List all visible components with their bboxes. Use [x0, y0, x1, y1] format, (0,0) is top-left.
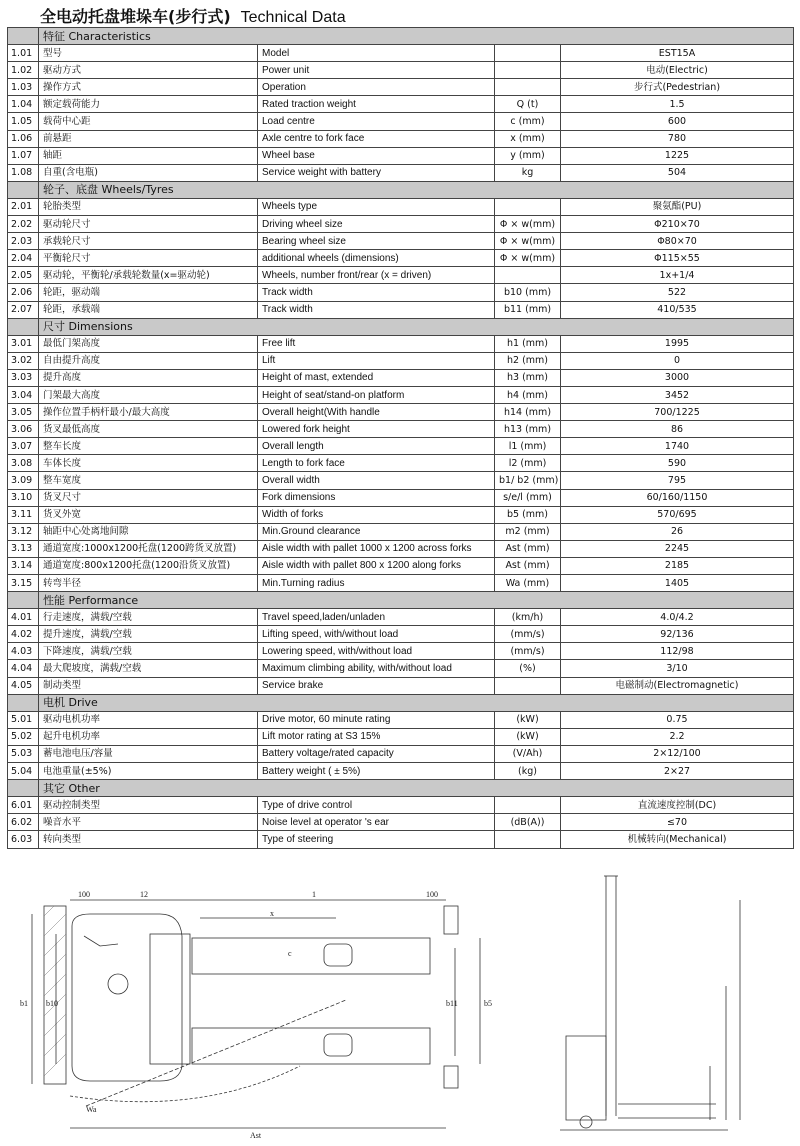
- spec-row: [8, 489, 794, 506]
- row-value: 92/136: [561, 626, 794, 643]
- row-label-cn: 驱动轮尺寸: [39, 216, 258, 233]
- dim-x: x: [270, 909, 274, 918]
- spec-row: [8, 164, 794, 181]
- row-unit: [495, 79, 561, 96]
- row-unit: l1 (mm): [495, 438, 561, 455]
- row-number: 2.04: [8, 250, 39, 267]
- row-unit: h4 (mm): [495, 386, 561, 403]
- row-number: 2.02: [8, 216, 39, 233]
- row-label-cn: 通道宽度:800x1200托盘(1200沿货叉放置): [39, 557, 258, 574]
- spec-row: [8, 711, 794, 728]
- row-label-en: additional wheels (dimensions): [258, 250, 495, 267]
- row-number: 2.03: [8, 233, 39, 250]
- row-unit: Φ × w(mm): [495, 250, 561, 267]
- row-label-en: Fork dimensions: [258, 489, 495, 506]
- spec-row: [8, 216, 794, 233]
- drive-wheel: [108, 974, 128, 994]
- row-label-en: Lifting speed, with/without load: [258, 626, 495, 643]
- row-label-cn: 轴距: [39, 147, 258, 164]
- row-unit: Φ × w(mm): [495, 216, 561, 233]
- row-unit: (km/h): [495, 609, 561, 626]
- dim-b11: b11: [446, 999, 458, 1008]
- dim-b5: b5: [484, 999, 492, 1008]
- row-label-cn: 噪音水平: [39, 814, 258, 831]
- dim-wa: Wa: [86, 1105, 97, 1114]
- row-unit: x (mm): [495, 130, 561, 147]
- row-value: 504: [561, 164, 794, 181]
- spec-row: [8, 455, 794, 472]
- row-value: 112/98: [561, 643, 794, 660]
- fork-top: [192, 938, 430, 974]
- row-number: 3.14: [8, 557, 39, 574]
- row-value: 570/695: [561, 506, 794, 523]
- row-label-cn: 承载轮尺寸: [39, 233, 258, 250]
- row-unit: Q (t): [495, 96, 561, 113]
- row-value: 410/535: [561, 301, 794, 318]
- row-label-cn: 整车宽度: [39, 472, 258, 489]
- row-number: 4.04: [8, 660, 39, 677]
- row-number: 5.01: [8, 711, 39, 728]
- row-label-en: Lift motor rating at S3 15%: [258, 728, 495, 745]
- row-value: 590: [561, 455, 794, 472]
- row-value: 0.75: [561, 711, 794, 728]
- title-en: Technical Data: [240, 9, 346, 26]
- row-unit: [495, 831, 561, 848]
- row-unit: l2 (mm): [495, 455, 561, 472]
- row-label-en: Axle centre to fork face: [258, 130, 495, 147]
- spec-row: [8, 540, 794, 557]
- spec-row: [8, 831, 794, 848]
- row-number: 4.02: [8, 626, 39, 643]
- row-label-cn: 货叉尺寸: [39, 489, 258, 506]
- row-unit: b10 (mm): [495, 284, 561, 301]
- spec-row: [8, 386, 794, 403]
- row-value: 2×27: [561, 763, 794, 780]
- row-label-en: Type of steering: [258, 831, 495, 848]
- dim-b10: b10: [46, 999, 58, 1008]
- row-number: 3.09: [8, 472, 39, 489]
- row-label-cn: 操作方式: [39, 79, 258, 96]
- spec-row: [8, 404, 794, 421]
- row-label-cn: 自重(含电瓶): [39, 164, 258, 181]
- load-wheel-bottom: [324, 1034, 352, 1056]
- row-value: Φ210×70: [561, 216, 794, 233]
- row-label-cn: 门架最大高度: [39, 386, 258, 403]
- section-header: [8, 694, 794, 711]
- row-unit: [495, 797, 561, 814]
- row-unit: h14 (mm): [495, 404, 561, 421]
- row-label-cn: 轮距，驱动端: [39, 284, 258, 301]
- row-value: 700/1225: [561, 404, 794, 421]
- row-label-en: Overall width: [258, 472, 495, 489]
- row-unit: c (mm): [495, 113, 561, 130]
- row-label-cn: 驱动轮，平衡轮/承载轮数量(x=驱动轮): [39, 267, 258, 284]
- row-value: ≤70: [561, 814, 794, 831]
- row-label-en: Min.Ground clearance: [258, 523, 495, 540]
- spec-row: [8, 660, 794, 677]
- row-unit: h1 (mm): [495, 335, 561, 352]
- section-header: [8, 592, 794, 609]
- row-unit: m2 (mm): [495, 523, 561, 540]
- side-wheel: [580, 1116, 592, 1128]
- dim-1: 1: [312, 890, 316, 899]
- dim-100-left: 100: [78, 890, 90, 899]
- row-label-en: Operation: [258, 79, 495, 96]
- page-title: [40, 4, 346, 26]
- dim-c: c: [288, 949, 292, 958]
- row-unit: (dB(A)): [495, 814, 561, 831]
- row-unit: [495, 45, 561, 62]
- section-header: [8, 28, 794, 45]
- row-label-cn: 提升高度: [39, 369, 258, 386]
- row-label-en: Maximum climbing ability, with/without load: [258, 660, 495, 677]
- spec-row: [8, 421, 794, 438]
- load-wheel-top: [324, 944, 352, 966]
- row-label-en: Drive motor, 60 minute rating: [258, 711, 495, 728]
- row-number: 3.10: [8, 489, 39, 506]
- row-value: 522: [561, 284, 794, 301]
- row-unit: (mm/s): [495, 626, 561, 643]
- row-unit: h13 (mm): [495, 421, 561, 438]
- row-unit: (kW): [495, 728, 561, 745]
- row-value: 2185: [561, 557, 794, 574]
- row-label-en: Noise level at operator 's ear: [258, 814, 495, 831]
- row-label-cn: 转向类型: [39, 831, 258, 848]
- spec-row: [8, 557, 794, 574]
- spec-row: [8, 438, 794, 455]
- row-label-cn: 提升速度，满载/空载: [39, 626, 258, 643]
- row-label-en: Width of forks: [258, 506, 495, 523]
- row-value: Φ80×70: [561, 233, 794, 250]
- spec-row: [8, 130, 794, 147]
- spec-row: [8, 472, 794, 489]
- section-title: 轮子、底盘 Wheels/Tyres: [39, 181, 794, 198]
- row-number: 3.02: [8, 352, 39, 369]
- spec-row: [8, 763, 794, 780]
- row-number: 1.08: [8, 164, 39, 181]
- section-title: 尺寸 Dimensions: [39, 318, 794, 335]
- row-label-cn: 行走速度，满载/空载: [39, 609, 258, 626]
- row-label-en: Wheel base: [258, 147, 495, 164]
- row-unit: b11 (mm): [495, 301, 561, 318]
- row-number: 3.11: [8, 506, 39, 523]
- spec-table: [7, 27, 794, 849]
- row-label-en: Overall height(With handle: [258, 404, 495, 421]
- row-unit: Φ × w(mm): [495, 233, 561, 250]
- spec-row: [8, 626, 794, 643]
- row-number: 1.07: [8, 147, 39, 164]
- row-value: 聚氨酯(PU): [561, 198, 794, 215]
- row-label-en: Free lift: [258, 335, 495, 352]
- row-value: 步行式(Pedestrian): [561, 79, 794, 96]
- row-label-en: Overall length: [258, 438, 495, 455]
- row-label-en: Bearing wheel size: [258, 233, 495, 250]
- row-label-cn: 驱动方式: [39, 62, 258, 79]
- row-unit: b5 (mm): [495, 506, 561, 523]
- spec-row: [8, 369, 794, 386]
- section-header: [8, 780, 794, 797]
- spec-row: [8, 643, 794, 660]
- spec-row: [8, 62, 794, 79]
- row-label-en: Length to fork face: [258, 455, 495, 472]
- row-label-en: Lowering speed, with/without load: [258, 643, 495, 660]
- row-number: 3.15: [8, 575, 39, 592]
- spec-row: [8, 250, 794, 267]
- row-value: 1225: [561, 147, 794, 164]
- row-label-cn: 最低门架高度: [39, 335, 258, 352]
- row-number: 1.05: [8, 113, 39, 130]
- row-value: 1740: [561, 438, 794, 455]
- row-number: 3.13: [8, 540, 39, 557]
- row-number: 1.03: [8, 79, 39, 96]
- row-number: 3.12: [8, 523, 39, 540]
- row-number: 4.05: [8, 677, 39, 694]
- row-number: 2.07: [8, 301, 39, 318]
- section-title: 其它 Other: [39, 780, 794, 797]
- row-value: 600: [561, 113, 794, 130]
- spec-row: [8, 814, 794, 831]
- row-unit: [495, 267, 561, 284]
- section-title: 性能 Performance: [39, 592, 794, 609]
- row-label-en: Rated traction weight: [258, 96, 495, 113]
- right-wall-bottom: [444, 1066, 458, 1088]
- row-label-cn: 平衡轮尺寸: [39, 250, 258, 267]
- row-label-cn: 蓄电池电压/容量: [39, 745, 258, 762]
- row-label-cn: 制动类型: [39, 677, 258, 694]
- section-header: [8, 181, 794, 198]
- row-number: 6.03: [8, 831, 39, 848]
- spec-row: [8, 609, 794, 626]
- row-label-cn: 货叉外宽: [39, 506, 258, 523]
- row-label-cn: 型号: [39, 45, 258, 62]
- row-label-en: Track width: [258, 284, 495, 301]
- row-unit: (mm/s): [495, 643, 561, 660]
- row-label-cn: 轮距，承载端: [39, 301, 258, 318]
- row-unit: Wa (mm): [495, 575, 561, 592]
- row-value: Φ115×55: [561, 250, 794, 267]
- row-label-cn: 整车长度: [39, 438, 258, 455]
- spec-row: [8, 352, 794, 369]
- row-value: 2.2: [561, 728, 794, 745]
- dim-b1: b1: [20, 999, 28, 1008]
- dim-ast: Ast: [250, 1131, 262, 1140]
- row-label-cn: 驱动电机功率: [39, 711, 258, 728]
- row-number: 2.05: [8, 267, 39, 284]
- row-unit: b1/ b2 (mm): [495, 472, 561, 489]
- spec-row: [8, 284, 794, 301]
- battery-compartment: [150, 934, 190, 1064]
- row-label-en: Driving wheel size: [258, 216, 495, 233]
- row-label-cn: 驱动控制类型: [39, 797, 258, 814]
- row-number: 4.03: [8, 643, 39, 660]
- row-label-en: Lowered fork height: [258, 421, 495, 438]
- spec-row: [8, 797, 794, 814]
- row-value: 4.0/4.2: [561, 609, 794, 626]
- row-value: 3/10: [561, 660, 794, 677]
- side-body: [566, 1036, 606, 1120]
- row-value: 26: [561, 523, 794, 540]
- dim-12: 12: [140, 890, 148, 899]
- row-number: 1.06: [8, 130, 39, 147]
- spec-row: [8, 198, 794, 215]
- spec-row: [8, 506, 794, 523]
- spec-row: [8, 96, 794, 113]
- row-number: 6.02: [8, 814, 39, 831]
- row-number: 6.01: [8, 797, 39, 814]
- row-value: 电动(Electric): [561, 62, 794, 79]
- spec-row: [8, 301, 794, 318]
- spec-row: [8, 113, 794, 130]
- row-label-en: Height of mast, extended: [258, 369, 495, 386]
- row-label-cn: 载荷中心距: [39, 113, 258, 130]
- row-number: 3.06: [8, 421, 39, 438]
- row-unit: Ast (mm): [495, 557, 561, 574]
- row-label-en: Lift: [258, 352, 495, 369]
- row-unit: kg: [495, 164, 561, 181]
- row-label-cn: 轮胎类型: [39, 198, 258, 215]
- section-title: 电机 Drive: [39, 694, 794, 711]
- row-number: 3.01: [8, 335, 39, 352]
- row-value: 机械转向(Mechanical): [561, 831, 794, 848]
- row-label-cn: 自由提升高度: [39, 352, 258, 369]
- row-label-en: Service brake: [258, 677, 495, 694]
- row-unit: [495, 677, 561, 694]
- row-number: 3.08: [8, 455, 39, 472]
- row-label-en: Battery voltage/rated capacity: [258, 745, 495, 762]
- row-label-cn: 转弯半径: [39, 575, 258, 592]
- row-label-en: Battery weight ( ± 5%): [258, 763, 495, 780]
- row-number: 4.01: [8, 609, 39, 626]
- row-value: 3000: [561, 369, 794, 386]
- row-number: 2.06: [8, 284, 39, 301]
- row-unit: y (mm): [495, 147, 561, 164]
- row-label-en: Aisle width with pallet 1000 x 1200 across forks: [258, 540, 495, 557]
- row-label-cn: 车体长度: [39, 455, 258, 472]
- row-label-en: Height of seat/stand-on platform: [258, 386, 495, 403]
- row-label-en: Aisle width with pallet 800 x 1200 along forks: [258, 557, 495, 574]
- row-number: 5.03: [8, 745, 39, 762]
- row-value: 2245: [561, 540, 794, 557]
- row-value: 86: [561, 421, 794, 438]
- row-label-en: Wheels type: [258, 198, 495, 215]
- row-number: 5.04: [8, 763, 39, 780]
- row-label-en: Model: [258, 45, 495, 62]
- right-wall-top: [444, 906, 458, 934]
- row-value: EST15A: [561, 45, 794, 62]
- spec-row: [8, 575, 794, 592]
- spec-row: [8, 79, 794, 96]
- row-value: 0: [561, 352, 794, 369]
- row-value: 1995: [561, 335, 794, 352]
- row-value: 电磁制动(Electromagnetic): [561, 677, 794, 694]
- row-unit: [495, 62, 561, 79]
- row-number: 2.01: [8, 198, 39, 215]
- dimension-drawing: [0, 866, 800, 1146]
- row-label-cn: 货叉最低高度: [39, 421, 258, 438]
- row-label-cn: 起升电机功率: [39, 728, 258, 745]
- row-unit: h2 (mm): [495, 352, 561, 369]
- row-label-cn: 电池重量(±5%): [39, 763, 258, 780]
- fork-bottom: [192, 1028, 430, 1064]
- row-value: 1x+1/4: [561, 267, 794, 284]
- spec-row: [8, 745, 794, 762]
- row-number: 3.05: [8, 404, 39, 421]
- spec-row: [8, 147, 794, 164]
- row-label-cn: 前悬距: [39, 130, 258, 147]
- spec-row: [8, 267, 794, 284]
- spec-row: [8, 728, 794, 745]
- row-unit: (V/Ah): [495, 745, 561, 762]
- row-label-en: Travel speed,laden/unladen: [258, 609, 495, 626]
- row-number: 5.02: [8, 728, 39, 745]
- row-label-en: Wheels, number front/rear (x = driven): [258, 267, 495, 284]
- row-label-en: Service weight with battery: [258, 164, 495, 181]
- row-label-en: Track width: [258, 301, 495, 318]
- row-value: 795: [561, 472, 794, 489]
- section-title: 特征 Characteristics: [39, 28, 794, 45]
- row-value: 780: [561, 130, 794, 147]
- row-value: 3452: [561, 386, 794, 403]
- row-label-en: Load centre: [258, 113, 495, 130]
- spec-row: [8, 233, 794, 250]
- row-value: 1405: [561, 575, 794, 592]
- row-number: 3.04: [8, 386, 39, 403]
- row-label-cn: 下降速度，满载/空载: [39, 643, 258, 660]
- tiller-handle: [84, 936, 118, 946]
- row-number: 3.03: [8, 369, 39, 386]
- row-number: 1.02: [8, 62, 39, 79]
- row-value: 直流速度控制(DC): [561, 797, 794, 814]
- row-label-cn: 额定载荷能力: [39, 96, 258, 113]
- row-number: 1.01: [8, 45, 39, 62]
- row-unit: Ast (mm): [495, 540, 561, 557]
- row-unit: (kW): [495, 711, 561, 728]
- row-label-en: Min.Turning radius: [258, 575, 495, 592]
- title-cn: 全电动托盘堆垛车(步行式): [40, 7, 231, 26]
- row-unit: s/e/l (mm): [495, 489, 561, 506]
- row-label-cn: 操作位置手柄杆最小/最大高度: [39, 404, 258, 421]
- spec-row: [8, 677, 794, 694]
- row-unit: (kg): [495, 763, 561, 780]
- section-header: [8, 318, 794, 335]
- dim-100-right: 100: [426, 890, 438, 899]
- row-number: 3.07: [8, 438, 39, 455]
- row-label-en: Power unit: [258, 62, 495, 79]
- row-label-cn: 轴距中心处离地间隙: [39, 523, 258, 540]
- row-value: 2×12/100: [561, 745, 794, 762]
- row-label-cn: 最大爬坡度，满载/空载: [39, 660, 258, 677]
- row-label-en: Type of drive control: [258, 797, 495, 814]
- spec-row: [8, 523, 794, 540]
- row-value: 60/160/1150: [561, 489, 794, 506]
- row-unit: (%): [495, 660, 561, 677]
- row-value: 1.5: [561, 96, 794, 113]
- spec-row: [8, 335, 794, 352]
- row-number: 1.04: [8, 96, 39, 113]
- spec-row: [8, 45, 794, 62]
- row-label-cn: 通道宽度:1000x1200托盘(1200跨货叉放置): [39, 540, 258, 557]
- row-unit: [495, 198, 561, 215]
- row-unit: h3 (mm): [495, 369, 561, 386]
